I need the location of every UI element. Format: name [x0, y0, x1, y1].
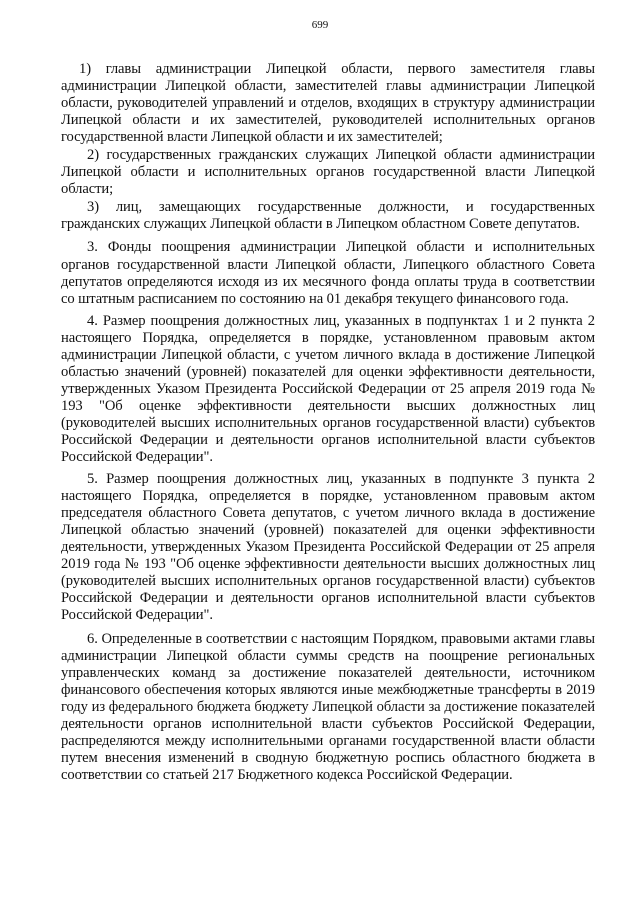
paragraph-subitem-3: 3) лиц, замещающих государственные должности, и государственных гражданских служащих Липецкой области в Липецком областном Совете депутатов. — [61, 199, 595, 233]
paragraph-item-3: 3. Фонды поощрения администрации Липецкой области и исполнительных органов государственной власти Липецкой области, Липецкого областного Совета депутатов определяются исходя из их месячного фонда оплаты труда в соответствии со штатным расписанием по состоянию на 01 декабря текущего финансового года. — [61, 239, 595, 307]
paragraph-subitem-2: 2) государственных гражданских служащих Липецкой области администрации Липецкой области и исполнительных органов государственной власти Липецкой области; — [61, 147, 595, 198]
paragraph-item-4: 4. Размер поощрения должностных лиц, указанных в подпунктах 1 и 2 пункта 2 настоящего Порядка, определяется в порядке, установленном правовым актом администрации Липецкой области, с учетом личного вклада в достижение Липецкой областью значений (уровней) показателей для оценки эффективности деятельности, утвержденных Указом Президента Российской Федерации от 25 апреля 2019 года № 193 "Об оценке эффективности деятельности высших должностных лиц (руководителей высших исполнительных органов государственной власти) субъектов Российской Федерации и деятельности органов исполнительной власти субъектов Российской Федерации". — [61, 312, 595, 466]
page-number: 699 — [311, 19, 329, 31]
paragraph-item-6: 6. Определенные в соответствии с настоящим Порядком, правовыми актами главы администрации Липецкой области суммы средств на поощрение региональных управленческих команд за достижение показателей деятельности, источником финансового обеспечения которых являются иные межбюджетные трансферты в 2019 году из федерального бюджета бюджету Липецкой области за достижение показателей деятельности органов исполнительной власти субъектов Российской Федерации, распределяются между исполнительными органами государственной власти области путем внесения изменений в сводную бюджетную роспись областного бюджета в соответствии со статьей 217 Бюджетного кодекса Российской Федерации. — [61, 630, 595, 783]
paragraph-item-5: 5. Размер поощрения должностных лиц, указанных в подпункте 3 пункта 2 настоящего Порядка, определяется в порядке, установленном правовым актом председателя областного Совета депутатов, с учетом личного вклада в достижение Липецкой областью значений (уровней) показателей для оценки эффективности деятельности, утвержденных Указом Президента Российской Федерации от 25 апреля 2019 года № 193 "Об оценке эффективности деятельности высших должностных лиц (руководителей высших исполнительных органов государственной власти) субъектов Российской Федерации и деятельности органов исполнительной власти субъектов Российской Федерации". — [61, 471, 595, 624]
paragraph-subitem-1: 1) главы администрации Липецкой области, первого заместителя главы администрации Липецкой области, заместителей главы администрации Липецкой области, руководителей управлений и отделов, входящих в структуру администрации Липецкой области и их заместителей, руководителей исполнительных органов государственной власти Липецкой области и их заместителей; — [61, 61, 595, 146]
document-body — [61, 61, 595, 784]
